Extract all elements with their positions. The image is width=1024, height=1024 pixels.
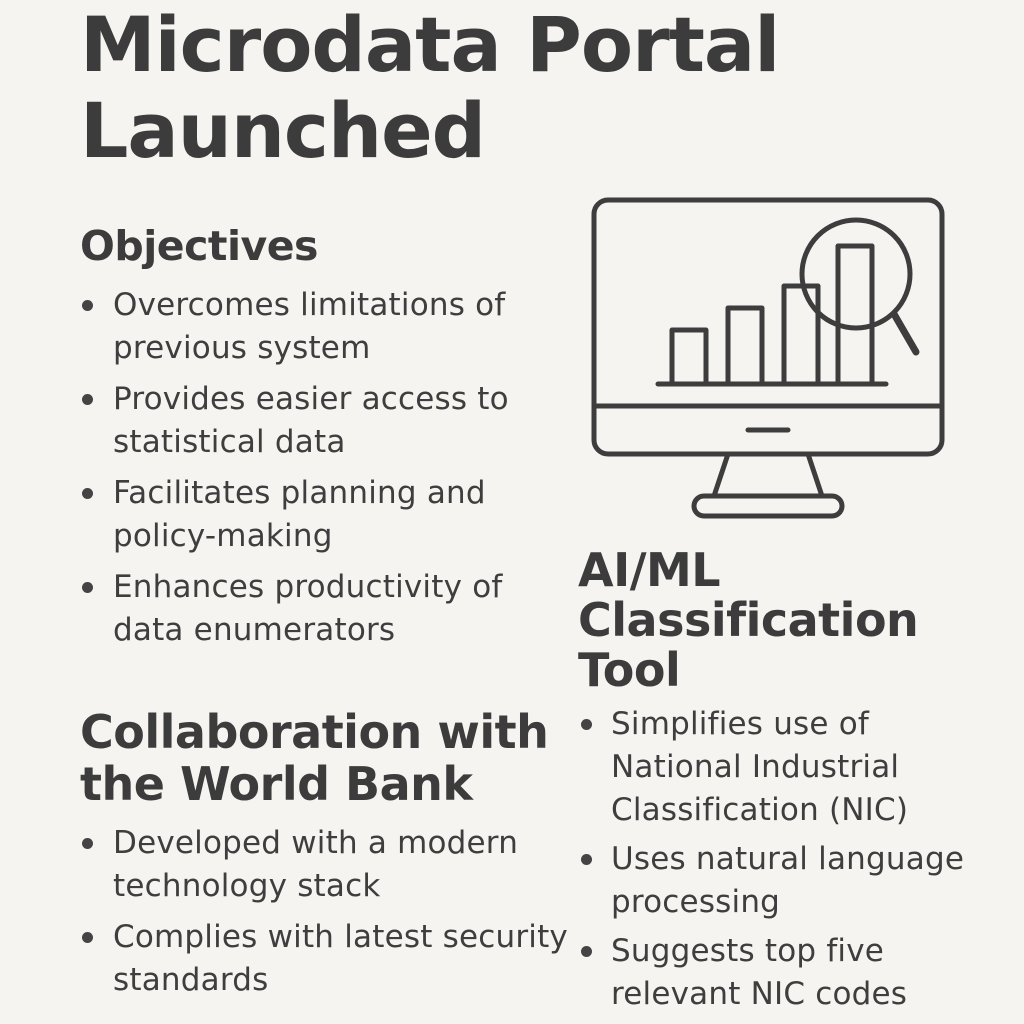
list-item: [80, 284, 540, 370]
list-item-text: Facilitates planning and policy-making: [113, 475, 486, 554]
list-item-text: Uses natural language processing: [611, 841, 965, 920]
list-item: [578, 703, 1008, 832]
bullet-icon: [82, 932, 93, 943]
monitor-stand: [714, 454, 822, 496]
bullet-icon: [82, 582, 93, 593]
monitor-screen: [594, 200, 942, 454]
page-title: Microdata Portal Launched: [80, 0, 780, 175]
list-item: [80, 822, 570, 908]
monitor-bar-chart-magnifier-icon: [590, 196, 946, 520]
ai-ml-tool-heading: AI/ML Classification Tool: [578, 543, 919, 697]
bullet-icon: [82, 394, 93, 405]
objectives-heading: Objectives: [80, 222, 318, 270]
bullet-icon: [82, 488, 93, 499]
collaboration-heading: Collaboration with the World Bank: [80, 705, 549, 811]
chart-bar: [728, 308, 762, 384]
chart-bar: [784, 286, 818, 384]
magnifier-handle: [894, 314, 916, 352]
list-item-text: Overcomes limitations of previous system: [113, 287, 506, 366]
list-item-text: Simplifies use of National Industrial Classification (NIC): [611, 706, 909, 828]
bullet-icon: [82, 300, 93, 311]
collaboration-list: [80, 822, 570, 1002]
ai-ml-tool-list: [578, 703, 1008, 1016]
list-item-text: Complies with latest security standards: [113, 919, 568, 998]
bullet-icon: [581, 946, 592, 957]
collaboration-section: [80, 706, 570, 1010]
list-item: [578, 838, 1008, 924]
list-item-text: Suggests top five relevant NIC codes: [611, 933, 908, 1012]
list-item: [80, 472, 540, 558]
list-item: [80, 378, 540, 464]
list-item: [578, 930, 1008, 1016]
bullet-icon: [82, 838, 93, 849]
list-item: [80, 566, 540, 652]
ai-ml-tool-section: [578, 545, 1008, 1022]
list-item-text: Developed with a modern technology stack: [113, 825, 519, 904]
bullet-icon: [581, 854, 592, 865]
monitor-base: [694, 496, 842, 516]
list-item: [80, 916, 570, 1002]
objectives-list: [80, 284, 540, 652]
bullet-icon: [581, 719, 592, 730]
list-item-text: Enhances productivity of data enumerators: [113, 569, 503, 648]
objectives-section: [80, 218, 540, 660]
chart-bar: [672, 330, 706, 384]
list-item-text: Provides easier access to statistical data: [113, 381, 509, 460]
chart-bar: [838, 246, 872, 384]
